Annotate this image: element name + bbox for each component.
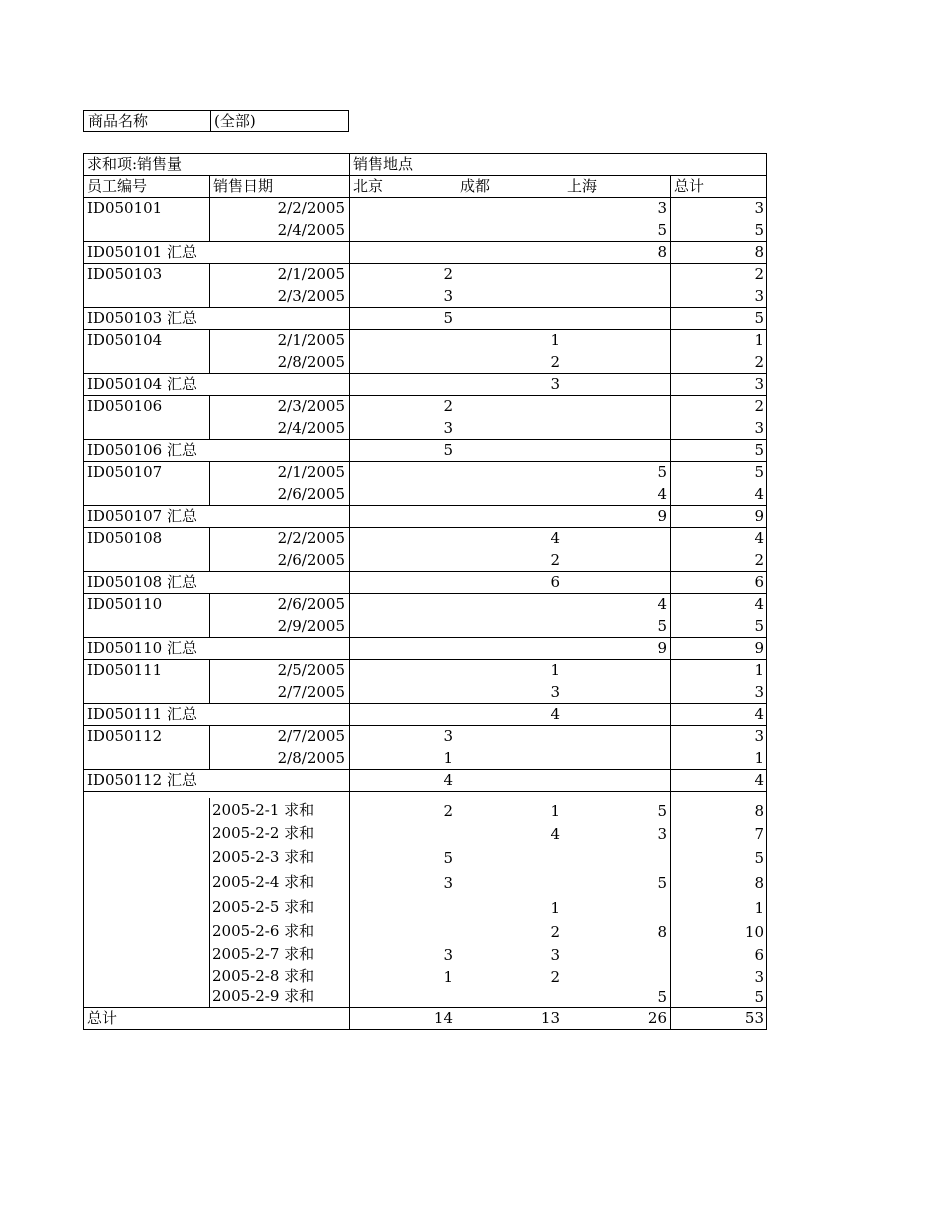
sale-date: 2/7/2005 xyxy=(277,727,345,745)
row-total-value: 9 xyxy=(754,507,764,525)
beijing-value: 2 xyxy=(443,265,453,283)
shanghai-value: 5 xyxy=(657,802,667,820)
chengdu-value: 2 xyxy=(550,923,560,941)
row-total-value: 6 xyxy=(754,573,764,591)
row-total-value: 2 xyxy=(754,353,764,371)
shanghai-value: 9 xyxy=(657,507,667,525)
column-header-beijing[interactable]: 北京 xyxy=(353,177,384,195)
row-total-value: 3 xyxy=(754,419,764,437)
date-sum-label: 2005-2-4 求和 xyxy=(212,873,315,891)
grid-line xyxy=(209,175,210,197)
row-total-value: 2 xyxy=(754,397,764,415)
beijing-value: 5 xyxy=(443,441,453,459)
chengdu-value: 1 xyxy=(550,331,560,349)
row-total-value: 4 xyxy=(754,485,764,503)
column-header-shanghai[interactable]: 上海 xyxy=(567,177,598,195)
page-filter-label: 商品名称 xyxy=(88,112,149,130)
row-field-date-button[interactable]: 销售日期 xyxy=(213,177,274,195)
row-total-value: 53 xyxy=(744,1009,764,1027)
page-filter-value[interactable]: (全部) xyxy=(214,112,256,130)
shanghai-value: 5 xyxy=(657,221,667,239)
grid-line xyxy=(349,153,350,1030)
employee-id: ID050101 xyxy=(87,199,163,217)
sale-date: 2/1/2005 xyxy=(277,331,345,349)
grid-line xyxy=(83,1029,767,1030)
grid-line xyxy=(670,197,671,1030)
grid-line xyxy=(209,527,210,571)
chengdu-value: 1 xyxy=(550,802,560,820)
grid-line xyxy=(209,197,210,241)
row-total-value: 2 xyxy=(754,551,764,569)
chengdu-value: 4 xyxy=(550,825,560,843)
date-sum-label: 2005-2-5 求和 xyxy=(212,898,315,916)
grid-line xyxy=(209,395,210,439)
date-sum-label: 2005-2-8 求和 xyxy=(212,967,315,985)
row-total-value: 3 xyxy=(754,287,764,305)
row-total-value: 5 xyxy=(754,463,764,481)
grid-line xyxy=(670,175,671,197)
beijing-value: 14 xyxy=(433,1009,453,1027)
grid-line xyxy=(209,659,210,703)
row-total-value: 5 xyxy=(754,617,764,635)
employee-id: ID050103 xyxy=(87,265,163,283)
date-sum-label: 2005-2-3 求和 xyxy=(212,848,315,866)
sale-date: 2/3/2005 xyxy=(277,287,345,305)
date-sum-label: 2005-2-9 求和 xyxy=(212,987,315,1005)
sale-date: 2/5/2005 xyxy=(277,661,345,679)
grid-line xyxy=(209,725,210,769)
column-header-chengdu[interactable]: 成都 xyxy=(460,177,491,195)
employee-id: ID050106 xyxy=(87,397,163,415)
row-total-value: 8 xyxy=(754,874,764,892)
date-sum-label: 2005-2-7 求和 xyxy=(212,945,315,963)
row-total-value: 3 xyxy=(754,968,764,986)
grid-line xyxy=(209,263,210,307)
shanghai-value: 5 xyxy=(657,617,667,635)
row-total-value: 5 xyxy=(754,221,764,239)
beijing-value: 3 xyxy=(443,946,453,964)
chengdu-value: 2 xyxy=(550,968,560,986)
sale-date: 2/8/2005 xyxy=(277,749,345,767)
grid-line xyxy=(83,153,84,1030)
employee-id: ID050107 xyxy=(87,463,163,481)
employee-id: ID050108 xyxy=(87,529,163,547)
beijing-value: 2 xyxy=(443,802,453,820)
row-total-value: 5 xyxy=(754,309,764,327)
beijing-value: 3 xyxy=(443,874,453,892)
row-total-value: 1 xyxy=(754,331,764,349)
employee-subtotal-label: ID050103 汇总 xyxy=(87,309,197,327)
column-header-total: 总计 xyxy=(674,177,705,195)
beijing-value: 3 xyxy=(443,287,453,305)
chengdu-value: 2 xyxy=(550,551,560,569)
row-total-value: 7 xyxy=(754,825,764,843)
shanghai-value: 26 xyxy=(647,1009,667,1027)
chengdu-value: 1 xyxy=(550,661,560,679)
row-total-value: 6 xyxy=(754,946,764,964)
row-total-value: 9 xyxy=(754,639,764,657)
shanghai-value: 3 xyxy=(657,825,667,843)
beijing-value: 5 xyxy=(443,849,453,867)
date-sum-label: 2005-2-2 求和 xyxy=(212,824,315,842)
beijing-value: 5 xyxy=(443,309,453,327)
beijing-value: 3 xyxy=(443,727,453,745)
row-total-value: 4 xyxy=(754,529,764,547)
sale-date: 2/9/2005 xyxy=(277,617,345,635)
shanghai-value: 3 xyxy=(657,199,667,217)
date-sum-label: 2005-2-1 求和 xyxy=(212,801,315,819)
chengdu-value: 1 xyxy=(550,899,560,917)
shanghai-value: 8 xyxy=(657,243,667,261)
shanghai-value: 4 xyxy=(657,595,667,613)
row-total-value: 8 xyxy=(754,243,764,261)
sale-date: 2/4/2005 xyxy=(277,221,345,239)
grid-line xyxy=(766,153,767,1030)
employee-subtotal-label: ID050101 汇总 xyxy=(87,243,197,261)
shanghai-value: 5 xyxy=(657,463,667,481)
sale-date: 2/6/2005 xyxy=(277,595,345,613)
shanghai-value: 5 xyxy=(657,988,667,1006)
shanghai-value: 9 xyxy=(657,639,667,657)
chengdu-value: 3 xyxy=(550,946,560,964)
employee-subtotal-label: ID050108 汇总 xyxy=(87,573,197,591)
row-total-value: 2 xyxy=(754,265,764,283)
sale-date: 2/2/2005 xyxy=(277,199,345,217)
data-field-label[interactable]: 求和项:销售量 xyxy=(87,155,183,173)
grid-line xyxy=(209,329,210,373)
sale-date: 2/6/2005 xyxy=(277,551,345,569)
chengdu-value: 4 xyxy=(550,705,560,723)
grid-line xyxy=(83,791,767,792)
grid-line xyxy=(209,593,210,637)
sale-date: 2/1/2005 xyxy=(277,463,345,481)
sale-date: 2/2/2005 xyxy=(277,529,345,547)
row-field-employee-button[interactable]: 员工编号 xyxy=(87,177,148,195)
chengdu-value: 4 xyxy=(550,529,560,547)
row-total-value: 3 xyxy=(754,199,764,217)
shanghai-value: 5 xyxy=(657,874,667,892)
date-sum-label: 2005-2-6 求和 xyxy=(212,922,315,940)
beijing-value: 2 xyxy=(443,397,453,415)
grid-line xyxy=(83,153,767,154)
chengdu-value: 13 xyxy=(540,1009,560,1027)
beijing-value: 1 xyxy=(443,749,453,767)
row-total-value: 3 xyxy=(754,727,764,745)
sale-date: 2/7/2005 xyxy=(277,683,345,701)
row-total-value: 8 xyxy=(754,802,764,820)
row-total-value: 4 xyxy=(754,705,764,723)
employee-subtotal-label: ID050107 汇总 xyxy=(87,507,197,525)
sale-date: 2/8/2005 xyxy=(277,353,345,371)
employee-subtotal-label: ID050111 汇总 xyxy=(87,705,197,723)
row-total-value: 10 xyxy=(744,923,764,941)
grid-line xyxy=(83,175,767,176)
row-total-value: 3 xyxy=(754,375,764,393)
chengdu-value: 3 xyxy=(550,683,560,701)
row-total-value: 1 xyxy=(754,749,764,767)
row-total-value: 5 xyxy=(754,849,764,867)
row-total-value: 5 xyxy=(754,441,764,459)
sale-date: 2/3/2005 xyxy=(277,397,345,415)
employee-id: ID050104 xyxy=(87,331,163,349)
row-total-value: 4 xyxy=(754,595,764,613)
row-total-value: 1 xyxy=(754,899,764,917)
row-total-value: 4 xyxy=(754,771,764,789)
chengdu-value: 2 xyxy=(550,353,560,371)
row-total-value: 3 xyxy=(754,683,764,701)
beijing-value: 1 xyxy=(443,968,453,986)
employee-subtotal-label: ID050106 汇总 xyxy=(87,441,197,459)
row-total-value: 5 xyxy=(754,988,764,1006)
beijing-value: 4 xyxy=(443,771,453,789)
employee-subtotal-label: ID050104 汇总 xyxy=(87,375,197,393)
employee-subtotal-label: ID050112 汇总 xyxy=(87,771,197,789)
row-total-value: 1 xyxy=(754,661,764,679)
page-filter[interactable] xyxy=(83,110,349,132)
grand-total-label: 总计 xyxy=(87,1009,118,1027)
grid-line xyxy=(209,461,210,505)
beijing-value: 3 xyxy=(443,419,453,437)
employee-id: ID050110 xyxy=(87,595,163,613)
column-field-button[interactable]: 销售地点 xyxy=(353,155,414,173)
chengdu-value: 6 xyxy=(550,573,560,591)
chengdu-value: 3 xyxy=(550,375,560,393)
employee-id: ID050112 xyxy=(87,727,163,745)
employee-subtotal-label: ID050110 汇总 xyxy=(87,639,197,657)
shanghai-value: 4 xyxy=(657,485,667,503)
sale-date: 2/1/2005 xyxy=(277,265,345,283)
employee-id: ID050111 xyxy=(87,661,163,679)
shanghai-value: 8 xyxy=(657,923,667,941)
filter-divider xyxy=(210,111,211,131)
grid-line xyxy=(209,798,210,1007)
sale-date: 2/6/2005 xyxy=(277,485,345,503)
sale-date: 2/4/2005 xyxy=(277,419,345,437)
